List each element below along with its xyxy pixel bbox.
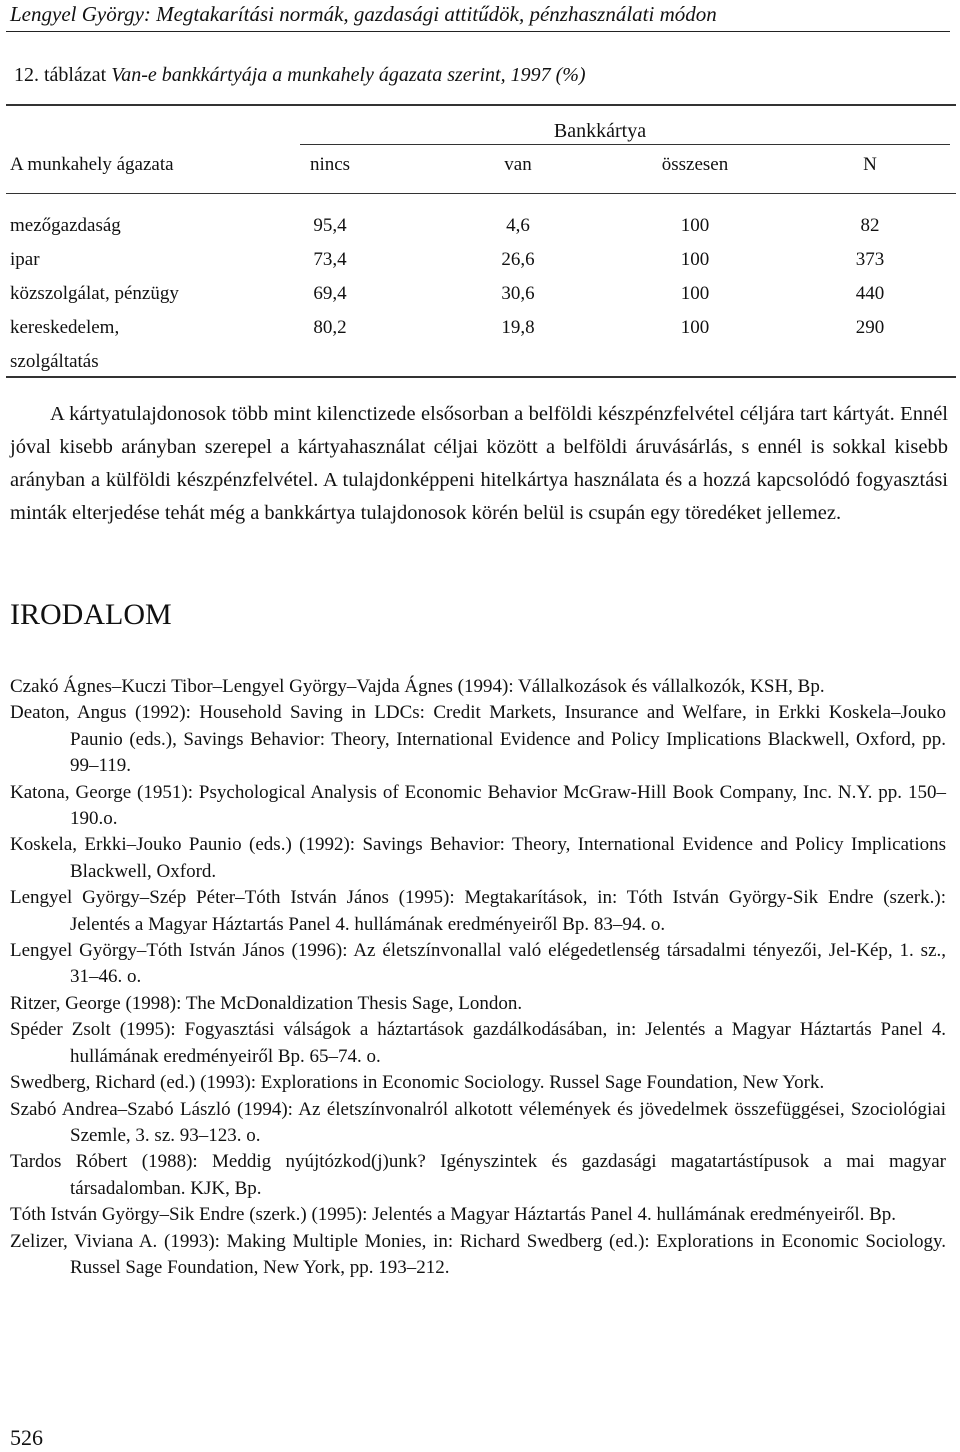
column-header-n: N: [863, 154, 877, 175]
cell-n: 290: [855, 317, 885, 338]
reference-item: Tóth István György–Sik Endre (szerk.) (1995): Jelentés a Magyar Háztartás Panel 4. hullámának eredményeiről. Bp.: [10, 1204, 897, 1226]
cell-osszesen: 100: [680, 317, 710, 338]
cell-n: 440: [855, 283, 885, 304]
row-label: kereskedelem,: [10, 317, 120, 338]
column-header-van: van: [504, 154, 532, 175]
column-header-sector: A munkahely ágazata: [10, 154, 174, 175]
reference-item: Katona, George (1951): Psychological Analysis of Economic Behavior McGraw-Hill Book Company, Inc. N.Y. pp. 150–190.o.: [10, 781, 946, 830]
column-group-header: Bankkártya: [553, 120, 647, 142]
column-group-rule: [300, 144, 950, 145]
table-bottom-rule: [6, 376, 956, 378]
cell-osszesen: 100: [680, 215, 710, 236]
cell-nincs: 80,2: [313, 317, 347, 338]
header-bottom-rule: [6, 193, 956, 194]
cell-nincs: 95,4: [313, 215, 347, 236]
reference-item: Zelizer, Viviana A. (1993): Making Multiple Monies, in: Richard Swedberg (ed.): Explorations in Economic Sociology. Russel Sage Foundation, New York, pp. 193–212.: [10, 1230, 946, 1278]
row-label: ipar: [10, 249, 40, 270]
running-header-title: Lengyel György: Megtakarítási normák, gazdasági attitűdök, pénzhasználati módon: [10, 2, 717, 26]
cell-osszesen: 100: [680, 283, 710, 304]
cell-van: 30,6: [501, 283, 535, 304]
page-number: 526: [10, 1425, 43, 1450]
references-heading: IRODALOM: [10, 598, 172, 631]
reference-item: Lengyel György–Tóth István János (1996): Az életszínvonallal való elégedetlenség társadalmi tényezői, Jel-Kép, 1. sz., 31–46. o.: [10, 940, 946, 988]
reference-item: Tardos Róbert (1988): Meddig nyújtózkod(j)unk? Igényszintek és gazdasági magatartástípusok a mai magyar társadalomban. KJK, Bp.: [10, 1151, 946, 1199]
reference-item: Szabó Andrea–Szabó László (1994): Az életszínvonalról alkotott vélemények és jövedelmek összefüggései, Szociológiai Szemle, 3. sz. 93–123. o.: [10, 1098, 946, 1146]
reference-item: Czakó Ágnes–Kuczi Tibor–Lengyel György–Vajda Ágnes (1994): Vállalkozások és vállalkozók, KSH, Bp.: [10, 676, 825, 697]
reference-item: Lengyel György–Szép Péter–Tóth István János (1995): Megtakarítások, in: Tóth István György-Sik Endre (szerk.): Jelentés a Magyar Háztartás Panel 4. hullámának eredményeiről Bp. 83–94. o.: [10, 887, 946, 935]
cell-van: 4,6: [506, 215, 530, 236]
body-paragraph: [10, 398, 948, 530]
column-header-nincs: nincs: [309, 154, 351, 175]
cell-nincs: 73,4: [313, 249, 347, 270]
row-label: mezőgazdaság: [10, 215, 121, 236]
cell-osszesen: 100: [680, 249, 710, 270]
table-caption: [14, 62, 586, 88]
reference-item: Deaton, Angus (1992): Household Saving in LDCs: Credit Markets, Insurance and Welfare, in Erkki Koskela–Jouko Paunio (eds.), Savings Behavior: Theory, International Evidence and Policy Implications Blackwell, Oxford, pp. 99–119.: [10, 702, 946, 777]
cell-nincs: 69,4: [313, 283, 347, 304]
column-header-osszesen: összesen: [661, 154, 729, 175]
row-label: közszolgálat, pénzügy: [10, 283, 179, 304]
cell-n: 82: [860, 215, 880, 236]
cell-van: 19,8: [501, 317, 535, 338]
table-caption-text: Van-e bankkártyája a munkahely ágazata szerint, 1997 (%): [111, 64, 586, 86]
cell-n: 373: [855, 249, 885, 270]
reference-item: Koskela, Erkki–Jouko Paunio (eds.) (1992): Savings Behavior: Theory, International Evidence and Policy Implications Blackwell, Oxford.: [10, 834, 946, 882]
reference-item: Swedberg, Richard (ed.) (1993): Explorations in Economic Sociology. Russel Sage Foundation, New York.: [10, 1072, 825, 1094]
reference-item: Spéder Zsolt (1995): Fogyasztási válságok a háztartások gazdálkodásában, in: Jelentés a Magyar Háztartás Panel 4. hullámának eredményeiről Bp. 65–74. o.: [10, 1019, 946, 1067]
table-caption-number: 12. táblázat: [14, 64, 107, 86]
table-top-rule: [6, 104, 956, 106]
reference-item: Ritzer, George (1998): The McDonaldization Thesis Sage, London.: [10, 992, 523, 1014]
cell-van: 26,6: [501, 249, 535, 270]
row-label-continued: szolgáltatás: [10, 351, 99, 372]
body-paragraph-text: A kártyatulajdonosok több mint kilenctizede elsősorban a belföldi készpénzfelvétel céljára tart kártyát. Ennél jóval kisebb arányban szerepel a kártyahasználat céljai között a belföldi áruvásárlás, s ennél is sokkal kisebb arányban a külföldi készpénzfelvétel. A tulajdonképpeni hitelkártya használata és a hozzá kapcsolódó fogyasztási minták elterjedése tehát még a bankkártya tulajdonosok körén belül is csupán egy töredéket jellemez.: [10, 403, 948, 524]
reference-list: [10, 674, 946, 1281]
header-divider: [6, 31, 950, 32]
